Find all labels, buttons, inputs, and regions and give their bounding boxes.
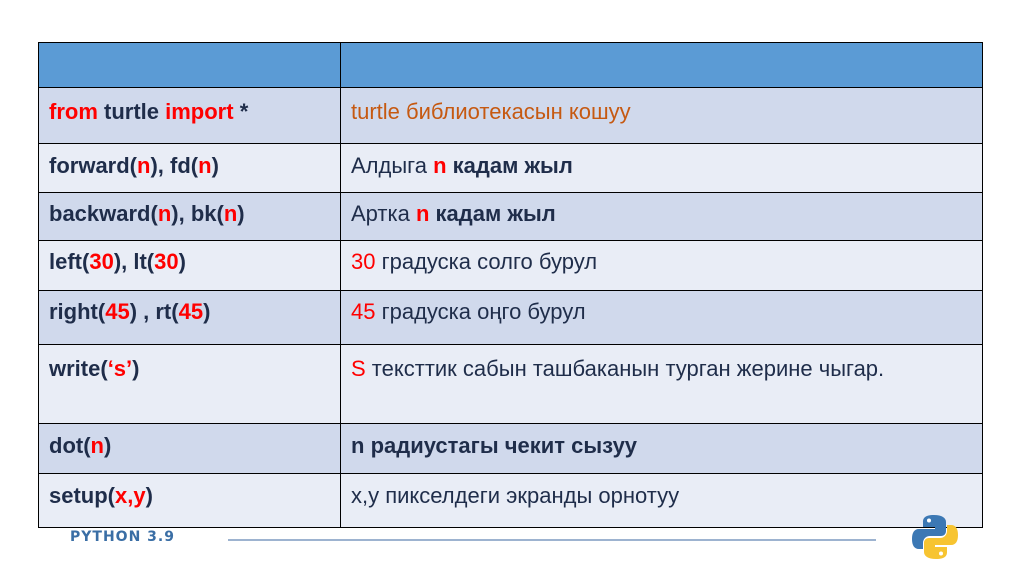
command-cell <box>39 241 341 291</box>
description-text-segment: кадам жыл <box>446 153 573 178</box>
command-text-segment: ) <box>103 433 112 458</box>
description-cell <box>341 241 983 291</box>
footer-python-label: PYTHON 3.9 <box>70 529 175 545</box>
table-row <box>39 345 983 424</box>
command-text-segment: n <box>157 201 172 226</box>
command-text-segment: forward( <box>49 153 137 178</box>
command-text-segment: turtle <box>97 99 166 124</box>
description-text-segment: радиустагы чекит сызуу <box>364 433 638 458</box>
command-text-segment: ), fd( <box>150 153 199 178</box>
footer-divider <box>228 539 876 541</box>
command-cell <box>39 291 341 345</box>
commands-table <box>38 42 983 528</box>
command-text-segment: setup( <box>49 483 115 508</box>
description-cell <box>341 424 983 474</box>
description-text-segment: Алдыга <box>351 153 434 178</box>
command-text-segment: ‘s’ <box>107 356 133 381</box>
command-text-segment: ) <box>211 153 219 178</box>
description-text-segment: тексттик сабын ташбаканын турган жерине чыгар. <box>365 356 885 381</box>
command-text-segment: left( <box>49 249 90 274</box>
command-cell <box>39 424 341 474</box>
command-text-segment: import <box>165 99 234 124</box>
description-cell <box>341 345 983 424</box>
command-text-segment: ) <box>203 299 211 324</box>
description-text-segment: градуска солго бурул <box>375 249 598 274</box>
description-cell <box>341 291 983 345</box>
description-cell <box>341 474 983 528</box>
description-text-segment: turtle библиотекасын кошуу <box>351 99 631 124</box>
description-text-segment: Артка <box>351 201 416 226</box>
command-text-segment: ), bk( <box>171 201 224 226</box>
command-text-segment: ) <box>132 356 140 381</box>
command-text-segment: backward( <box>49 201 158 226</box>
command-text-segment: x,y <box>115 483 146 508</box>
command-text-segment: dot( <box>49 433 91 458</box>
command-text-segment: right( <box>49 299 106 324</box>
table-row <box>39 144 983 193</box>
description-cell <box>341 144 983 193</box>
description-cell <box>341 88 983 144</box>
description-text-segment: n <box>351 433 365 458</box>
table-row <box>39 88 983 144</box>
description-text-segment: 45 <box>351 299 376 324</box>
command-text-segment: n <box>137 153 151 178</box>
command-text-segment: from <box>49 99 98 124</box>
description-cell <box>341 193 983 241</box>
command-cell <box>39 88 341 144</box>
command-text-segment: n <box>90 433 104 458</box>
command-text-segment: write( <box>49 356 108 381</box>
table-row <box>39 424 983 474</box>
command-text-segment: ) <box>145 483 153 508</box>
header-cell-description <box>341 43 983 88</box>
table-row <box>39 474 983 528</box>
command-text-segment: ) <box>237 201 245 226</box>
command-cell <box>39 345 341 424</box>
description-text-segment: 30 <box>351 249 376 274</box>
command-cell <box>39 144 341 193</box>
command-text-segment: ), lt( <box>113 249 155 274</box>
command-text-segment: 30 <box>154 249 179 274</box>
command-text-segment: n <box>223 201 238 226</box>
command-text-segment: ) <box>178 249 186 274</box>
description-text-segment: S <box>351 356 366 381</box>
description-text-segment: x,y пикселдеги экранды орнотуу <box>351 483 680 508</box>
command-text-segment: ) , rt( <box>129 299 179 324</box>
command-cell <box>39 193 341 241</box>
command-text-segment: 45 <box>178 299 204 324</box>
command-cell <box>39 474 341 528</box>
command-text-segment: n <box>198 153 212 178</box>
table-header-row <box>39 43 983 88</box>
table-row <box>39 241 983 291</box>
header-cell-command <box>39 43 341 88</box>
description-text-segment: кадам жыл <box>429 201 556 226</box>
command-text-segment: 30 <box>89 249 114 274</box>
table-row <box>39 291 983 345</box>
description-text-segment: градуска оңго бурул <box>375 299 586 324</box>
python-logo-icon <box>910 512 960 562</box>
table-row <box>39 193 983 241</box>
description-text-segment: n <box>433 153 447 178</box>
command-text-segment: * <box>233 99 249 124</box>
description-text-segment: n <box>415 201 430 226</box>
command-text-segment: 45 <box>105 299 130 324</box>
